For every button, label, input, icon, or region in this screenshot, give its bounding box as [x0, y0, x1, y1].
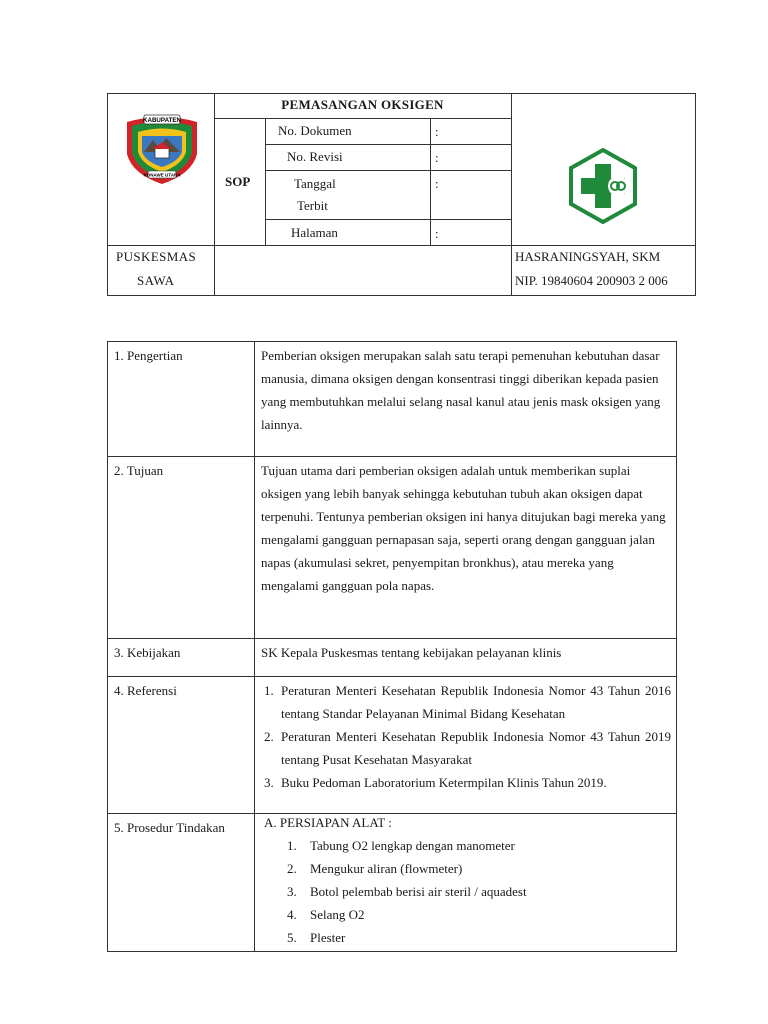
- list-item: 3. Botol pelembab berisi air steril / aquadest: [287, 884, 527, 899]
- logo-text-top: KABUPATEN: [143, 117, 181, 124]
- header-divider: [430, 118, 431, 245]
- reference-list: [261, 679, 671, 794]
- section-label: 4. Referensi: [114, 683, 177, 698]
- field-no-dokumen: No. Dokumen: [278, 123, 352, 138]
- document-header-table: [107, 93, 696, 296]
- field-separator: :: [435, 176, 439, 191]
- section-label: 2. Tujuan: [114, 463, 164, 478]
- section-label: 5. Prosedur Tindakan: [114, 820, 225, 835]
- section-text: SK Kepala Puskesmas tentang kebijakan pelayanan klinis: [261, 645, 562, 660]
- field-terbit: Terbit: [297, 198, 328, 213]
- document-title: PEMASANGAN OKSIGEN: [281, 97, 444, 112]
- section-pengertian: [108, 342, 676, 457]
- list-item: 3. Buku Pedoman Laboratorium Ketermpilan Klinis Tahun 2019.: [264, 775, 607, 790]
- header-divider: [265, 170, 511, 171]
- field-halaman: Halaman: [291, 225, 338, 240]
- header-divider: [214, 118, 511, 119]
- puskesmas-logo: [568, 148, 638, 224]
- section-referensi: [108, 677, 676, 814]
- section-kebijakan: [108, 639, 676, 677]
- field-separator: :: [435, 226, 439, 241]
- list-item: 2. Peraturan Menteri Kesehatan Republik Indonesia Nomor 43 Tahun 2019 tentang Pusat Kesehatan Masyarakat: [264, 729, 671, 767]
- header-divider: [265, 144, 511, 145]
- section-tujuan: [108, 457, 676, 639]
- list-item: 1. Tabung O2 lengkap dengan manometer: [287, 838, 515, 853]
- list-item: 4. Selang O2: [287, 907, 365, 922]
- section-text: Pemberian oksigen merupakan salah satu terapi pemenuhan kebutuhan dasar manusia, dimana oksigen dengan konsentrasi tinggi diberikan kepada pasien yang membutuhkan melalui selang nasal kanul atau jenis mask oksigen yang lainnya.: [261, 348, 661, 432]
- logo-text-bottom: KONAWE UTARA: [143, 172, 181, 178]
- section-text: Tujuan utama dari pemberian oksigen adalah untuk memberikan suplai oksigen yang lebih banyak sehingga kebutuhan tubuh akan oksigen dapat terpenuhi. Tentunya pemberian oksigen ini hanya ditujukan bagi mereka yang mengalami gangguan pernapasan saja, seperti orang dengan gangguan jalan napas (akumulasi sekret, penyempitan bronkhus), atau mereka yang mengalami gangguan pola napas.: [261, 463, 666, 593]
- signer-nip: NIP. 19840604 200903 2 006: [515, 273, 668, 288]
- list-item: 2. Mengukur aliran (flowmeter): [287, 861, 463, 876]
- equipment-list: [264, 834, 672, 949]
- field-no-revisi: No. Revisi: [287, 149, 343, 164]
- regency-logo: [122, 108, 202, 188]
- sop-content-table: [107, 341, 677, 952]
- header-divider: [108, 245, 695, 246]
- subheading: A. PERSIAPAN ALAT :: [264, 815, 392, 830]
- section-prosedur: [108, 814, 676, 951]
- section-label: 1. Pengertian: [114, 348, 183, 363]
- field-tanggal: Tanggal: [294, 176, 336, 191]
- header-divider: [265, 219, 511, 220]
- org-name-line2: SAWA: [137, 273, 175, 288]
- signer-name: HASRANINGSYAH, SKM: [515, 249, 661, 264]
- org-name-line1: PUSKESMAS: [116, 249, 197, 264]
- field-separator: :: [435, 124, 439, 139]
- header-divider: [265, 118, 266, 245]
- section-label: 3. Kebijakan: [114, 645, 181, 660]
- header-divider: [511, 94, 512, 295]
- field-separator: :: [435, 150, 439, 165]
- list-item: 1. Peraturan Menteri Kesehatan Republik Indonesia Nomor 43 Tahun 2016 tentang Standar Pelayanan Minimal Bidang Kesehatan: [264, 683, 671, 721]
- sop-label: SOP: [225, 174, 251, 189]
- list-item: 5. Plester: [287, 930, 346, 945]
- header-divider: [214, 94, 215, 295]
